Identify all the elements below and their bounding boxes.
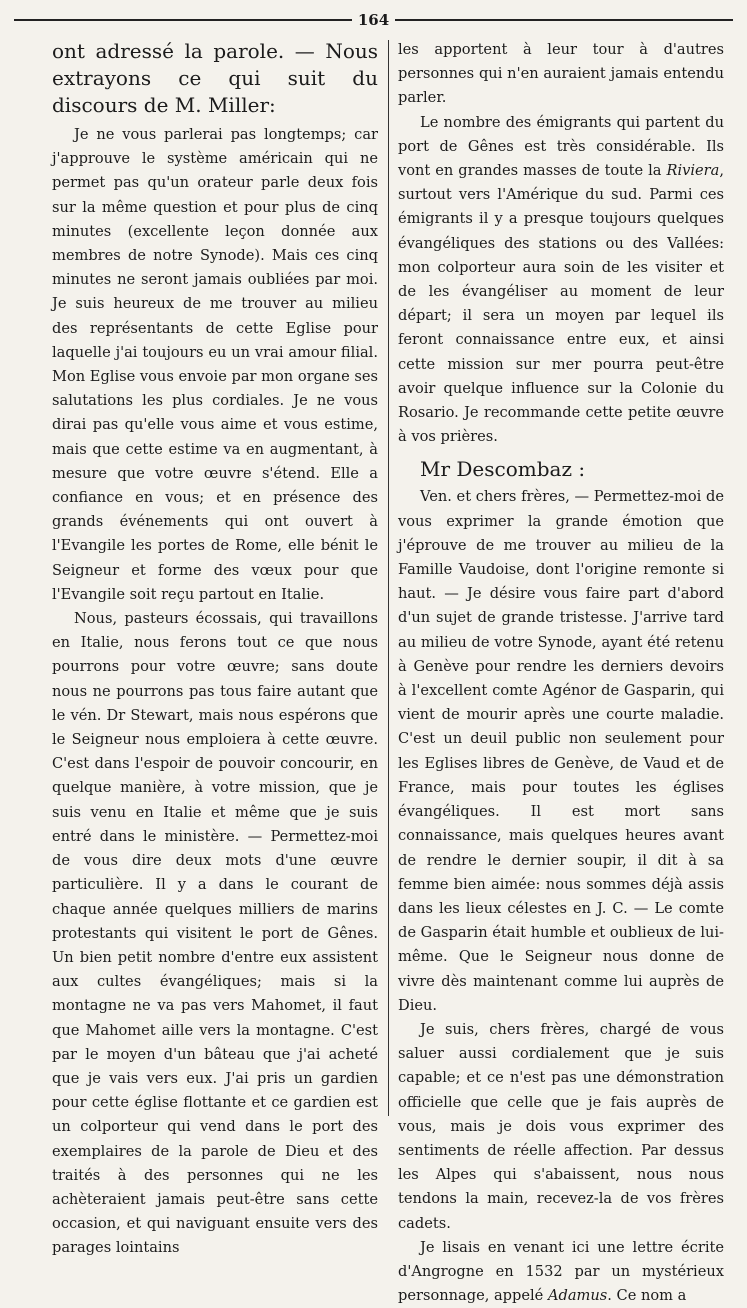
header-rule-left [14, 19, 352, 21]
p7-italic: Adamus [547, 1287, 608, 1305]
intro-paragraph: ont adressé la parole. — Nous extrayons ce qui suit du discours de M. Miller: [52, 39, 378, 117]
miller-paragraph-1: Je ne vous parlerai pas longtemps; car j'approuve le système américain qui ne permet pas qu'un orateur parle deux fois sur la même question et pour plus de cinq minutes (excellente leçon donnée aux membres de notre Synode). Mais ces cinq minutes ne seront jamais oubliées par moi. Je suis heureux de me trouver au milieu des représentants de cette Eglise pour laquelle j'ai toujours eu un vrai amour filial. Mon Eglise vous envoie par mon organe ses salutations les plus cordiales. Je ne vous dirai pas qu'elle vous aime et vous estime, mais que cette estime va en augmentant, à mesure que votre œuvre s'étend. Elle a confiance en vous; et en présence des grands événements qui ont ouvert à l'Evangile les portes de Rome, elle bénit le Seigneur et forme des vœux pour que l'Evangile soit reçu partout en Italie. [52, 126, 378, 603]
left-column [52, 38, 378, 1257]
p4-text-a: Le nombre des émigrants qui partent du port de Gênes est très considérable. Ils vont en grandes masses de toute la [398, 113, 724, 180]
miller-paragraph-2: Nous, pasteurs écossais, qui travaillons en Italie, nous ferons tout ce que nous pourrons pour votre œuvre; sans doute nous ne pourrons pas tous faire autant que le vén. Dr Stewart, mais nous espérons que le Seigneur nous emploiera à cette œuvre. C'est dans l'espoir de pouvoir concourir, en quelque manière, à votre mission, que je suis venu en Italie et même que je suis entré dans le ministère. — Permettez-moi de vous dire deux mots d'une œuvre particulière. Il y a dans le courant de chaque année quelques milliers de marins protestants qui visitent le port de Gênes. Un bien petit nombre d'entre eux assistent aux cultes évangéliques; mais si la montagne ne va pas vers Mahomet, il faut que Mahomet aille vers la montagne. C'est par le moyen d'un bâteau que j'ai acheté que je vais vers eux. J'ai pris un gardien pour cette église flottante et ce gardien est un colporteur qui vend dans le port des exemplaires de la parole de Dieu et des traités à des personnes qui ne les achèteraient jamais peut-être sans cette occasion, et qui naviguant ensuite vers des parages lointains [52, 610, 378, 1257]
page-number: 164 [357, 11, 390, 29]
descombaz-paragraph-3 [398, 1236, 724, 1308]
header-rule-right [395, 19, 733, 21]
right-column [398, 38, 724, 1305]
miller-paragraph-3: les apportent à leur tour à d'autres personnes qui n'en auraient jamais entendu parler. [398, 41, 724, 107]
column-separator [388, 40, 389, 1116]
p4-italic: Riviera [666, 162, 720, 180]
p7-text-b: . Ce nom a [607, 1287, 687, 1305]
page-header [14, 8, 733, 32]
descombaz-paragraph-1: Ven. et chers frères, — Permettez-moi de vous exprimer la grande émotion que j'éprouve de me trouver au milieu de la Famille Vaudoise, dont l'origine remonte si haut. — Je désire vous faire part d'abord d'un sujet de grande tristesse. J'arrive tard au milieu de votre Synode, ayant été retenu à Genève pour rendre les derniers devoirs à l'excellent comte Agénor de Gasparin, qui vient de mourir après une courte maladie. C'est un deuil public non seulement pour les Eglises libres de Genève, de Vaud et de France, mais pour toutes les églises évangéliques. Il est mort sans connaissance, mais quelques heures avant de rendre le dernier soupir, il dit à sa femme bien aimée: nous sommes déjà assis dans les lieux célestes en J. C. — Le comte de Gasparin était humble et oublieux de lui-même. Que le Seigneur nous donne de vivre dès maintenant comme lui auprès de Dieu. [398, 488, 724, 1014]
miller-paragraph-4 [398, 111, 724, 450]
p4-text-b: , surtout vers l'Amérique du sud. Parmi ces émigrants il y a presque toujours quelques évangéliques des stations ou des Vallées: mon colporteur aura soin de les visiter et de les évangéliser au moment de leur départ; il sera un moyen par lequel ils feront connaissance entre eux, et ainsi cette mission sur mer pourra peut-être avoir quelque influence sur la Colonie du Rosario. Je recommande cette petite œuvre à vos prières. [398, 162, 724, 446]
speaker-heading: Mr Descombaz : [420, 457, 586, 482]
p7-text-a: Je lisais en venant ici une lettre écrite d'Angrogne en 1532 par un mystérieux personnage, appelé [398, 1238, 724, 1305]
descombaz-paragraph-2: Je suis, chers frères, chargé de vous saluer aussi cordialement que je suis capable; et ce n'est pas une démonstration officielle que celle que je fais auprès de vous, mais je dois vous exprimer des sentiments de réelle affection. Par dessus les Alpes qui s'abaissent, nous nous tendons la main, recevez-la de vos frères cadets. [398, 1020, 724, 1232]
